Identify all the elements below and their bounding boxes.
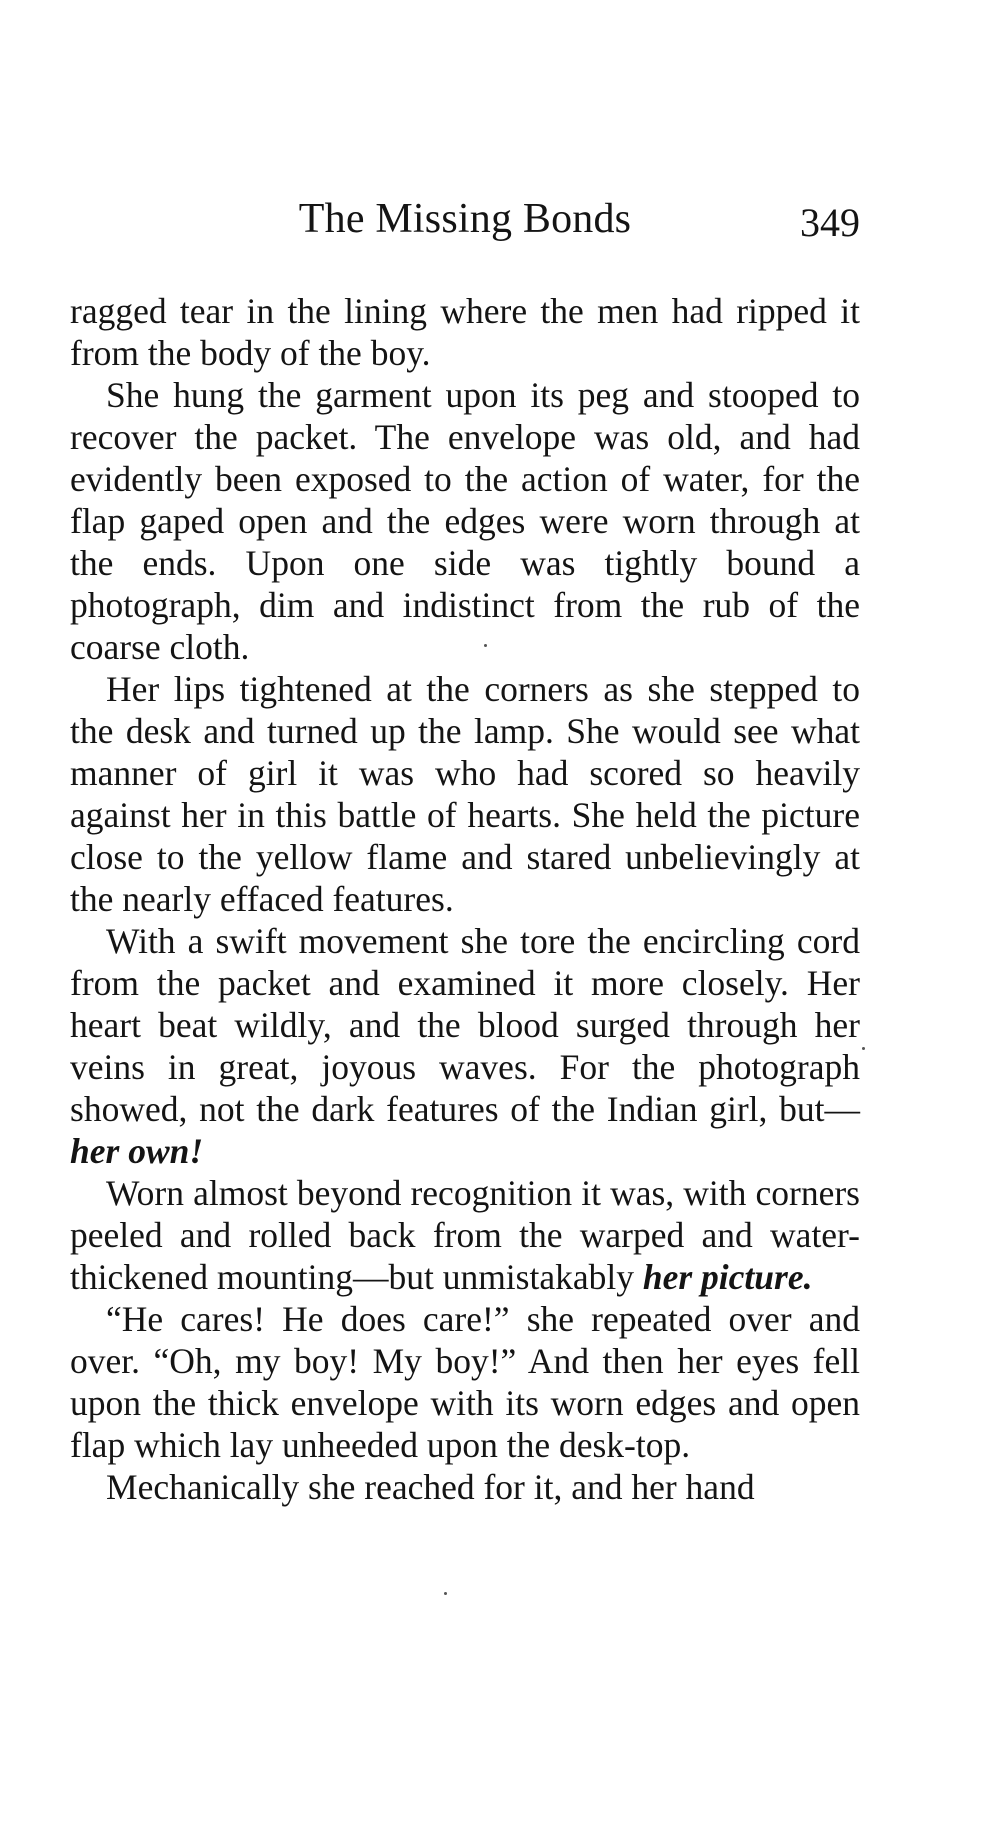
emphasis-text: her own!: [70, 1131, 204, 1171]
text-run: She hung the garment upon its peg and stooped to recover the packet. The envelope was old, and had evidently been exposed to the action of water, for the flap gaped open and the edges were worn through at the ends. Upon one side was tightly bound a photograph, dim and indistinct from the rub of the coarse cloth.: [70, 375, 860, 667]
page-number: 349: [800, 200, 860, 245]
print-speck: [484, 644, 487, 647]
print-speck: [862, 1047, 865, 1050]
paragraph: [70, 1298, 860, 1466]
paragraph: [70, 920, 860, 1172]
print-speck: [444, 1592, 447, 1595]
body-text: [70, 290, 860, 1508]
running-head: [70, 195, 860, 255]
text-run: ragged tear in the lining where the men had ripped it from the body of the boy.: [70, 291, 860, 373]
text-run: Worn almost beyond recognition it was, with corners peeled and rolled back from the warped and water-thickened mounting—but unmistakably: [70, 1173, 860, 1297]
running-title: The Missing Bonds: [298, 196, 632, 242]
paragraph: [70, 1172, 860, 1298]
paragraph: [70, 1466, 860, 1508]
text-run: With a swift movement she tore the encircling cord from the packet and examined it more closely. Her heart beat wildly, and the blood surged through her veins in great, joyous waves. For the photograph showed, not the dark features of the Indian girl, but—: [70, 921, 860, 1129]
paragraph: [70, 290, 860, 374]
emphasis-text: her picture.: [642, 1257, 813, 1297]
text-run: “He cares! He does care!” she repeated over and over. “Oh, my boy! My boy!” And then her eyes fell upon the thick envelope with its worn edges and open flap which lay unheeded upon the desk-top.: [70, 1299, 860, 1465]
text-run: Her lips tightened at the corners as she stepped to the desk and turned up the lamp. She would see what manner of girl it was who had scored so heavily against her in this battle of hearts. She held the picture close to the yellow flame and stared unbelievingly at the nearly effaced features.: [70, 669, 860, 919]
paragraph: [70, 374, 860, 668]
text-run: Mechanically she reached for it, and her hand: [106, 1467, 755, 1507]
paragraph: [70, 668, 860, 920]
